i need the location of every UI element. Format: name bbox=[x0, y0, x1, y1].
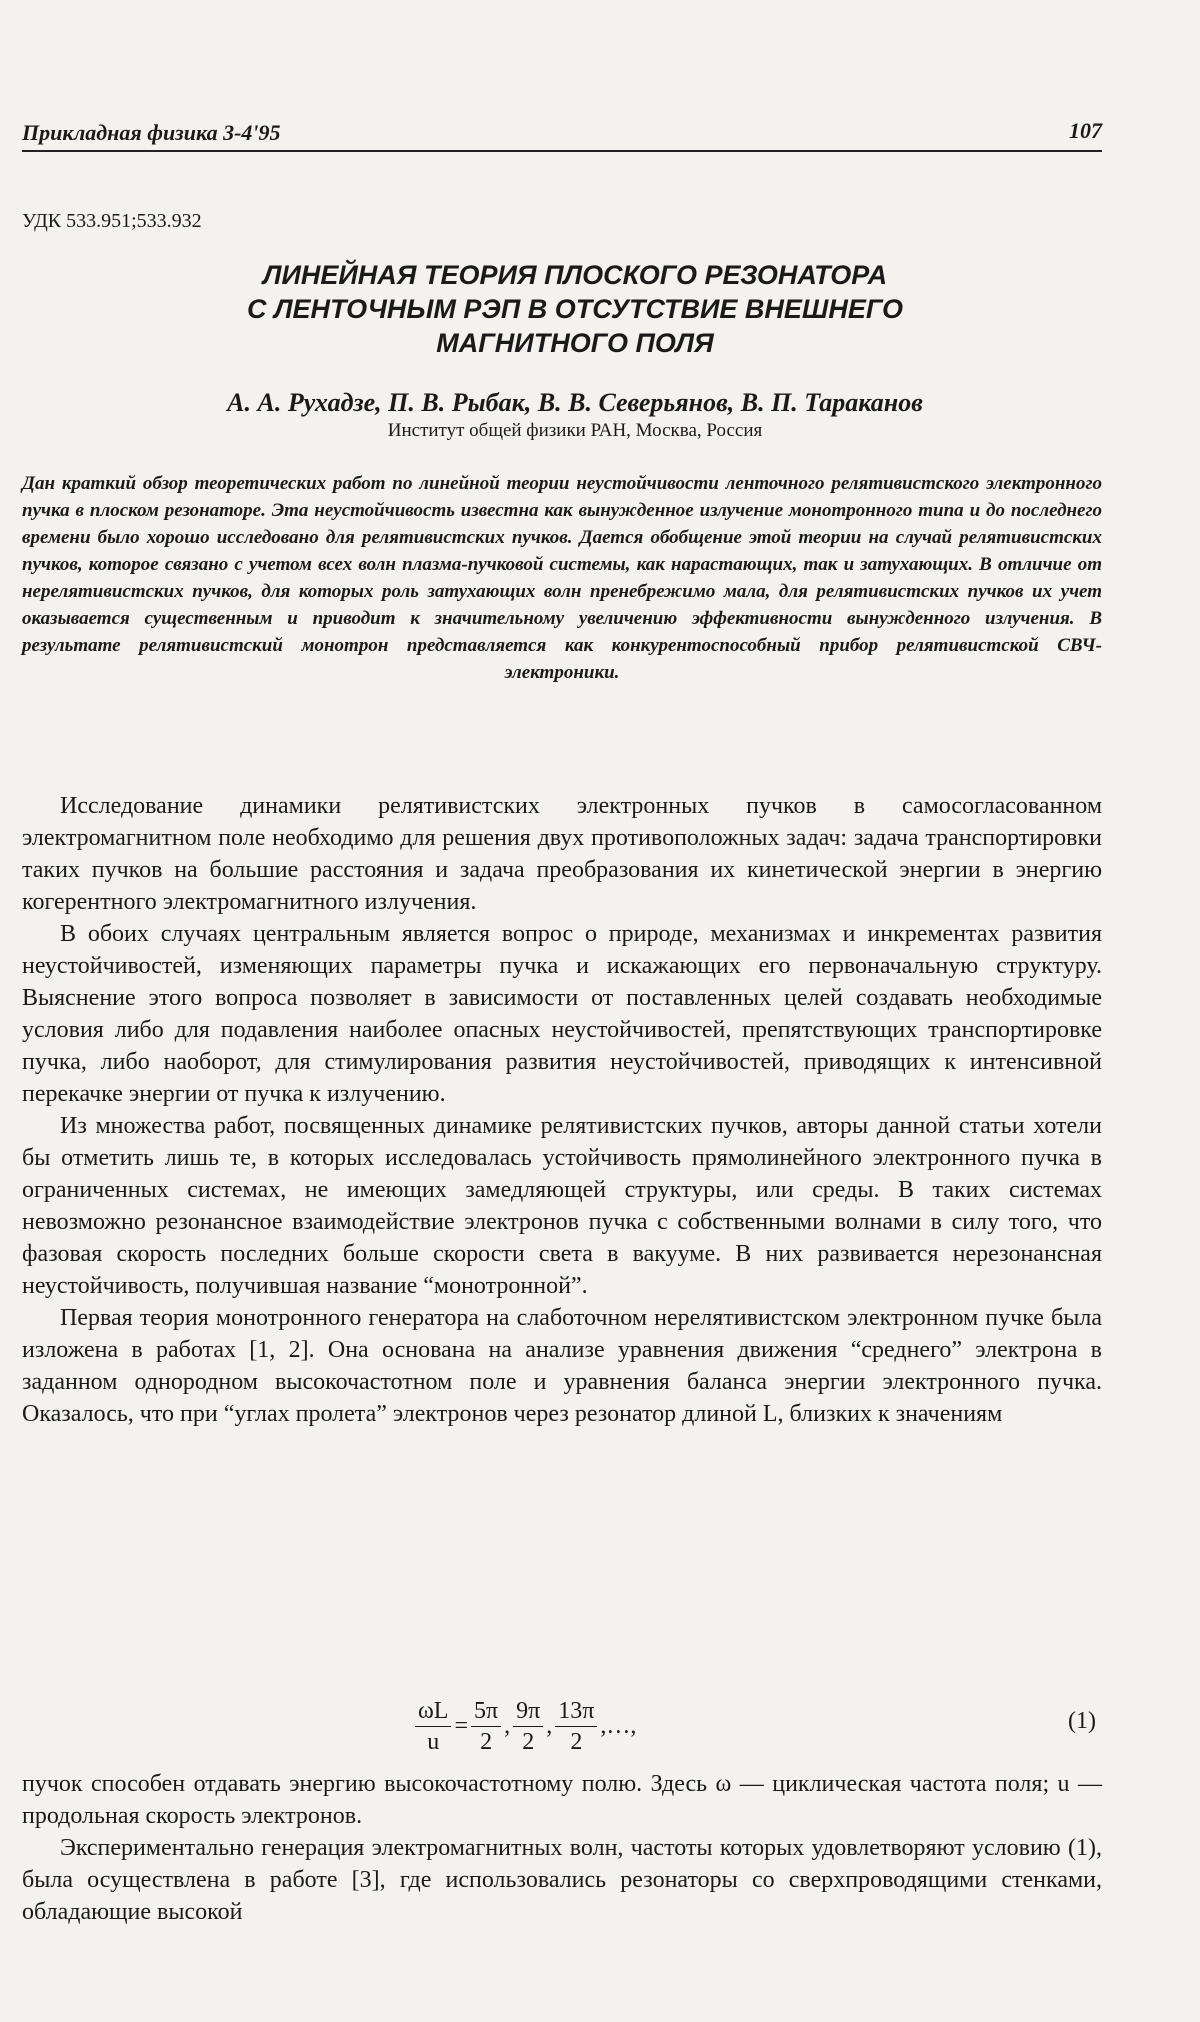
authors: А. А. Рухадзе, П. В. Рыбак, В. В. Северьянов, В. П. Тараканов bbox=[227, 388, 923, 417]
fraction-lhs bbox=[415, 1696, 451, 1757]
fraction-term bbox=[513, 1696, 543, 1757]
title-line-1: ЛИНЕЙНАЯ ТЕОРИЯ ПЛОСКОГО РЕЗОНАТОРА bbox=[262, 260, 888, 290]
body-text bbox=[22, 790, 1102, 1430]
equation-tail: ,…, bbox=[600, 1712, 637, 1739]
page-number: 107 bbox=[1069, 118, 1102, 143]
separator: , bbox=[504, 1712, 511, 1739]
fraction-numerator: 5π bbox=[471, 1696, 501, 1727]
fraction-denominator: 2 bbox=[522, 1728, 535, 1755]
equation-number: (1) bbox=[1068, 1708, 1096, 1734]
title-line-3: МАГНИТНОГО ПОЛЯ bbox=[436, 328, 714, 358]
fraction-numerator: ωL bbox=[415, 1696, 451, 1727]
abstract: Дан краткий обзор теоретических работ по линейной теории неустойчивости ленточного релятивистского электронного пучка в плоском резонаторе. Эта неустойчивость известна как вынужденное излучение монотронного типа и до последнего времени было хорошо исследовано для релятивистских пучков. Дается обобщение этой теории на случай релятивистских пучков, которое связано с учетом всех волн плазма-пучковой системы, как нарастающих, так и затухающих. В отличие от нерелятивистских пучков, для которых роль затухающих волн пренебрежимо мала, для релятивистских пучков их учет оказывается существенным и приводит к значительному увеличению эффективности вынужденного излучения. В результате релятивистский монотрон представляется как конкурентоспособный прибор релятивистской СВЧ-электроники. bbox=[22, 473, 1102, 683]
fraction-numerator: 9π bbox=[513, 1696, 543, 1727]
institute: Институт общей физики РАН, Москва, Россия bbox=[387, 420, 763, 441]
paragraph: пучок способен отдавать энергию высокочастотному полю. Здесь ω — циклическая частота поля; u — продольная скорость электронов. bbox=[22, 1771, 1102, 1829]
equation-1 bbox=[22, 1690, 1102, 1762]
fraction-term bbox=[471, 1696, 501, 1757]
separator: , bbox=[546, 1712, 553, 1739]
fraction-denominator: u bbox=[427, 1728, 440, 1755]
paragraph: Экспериментально генерация электромагнитных волн, частоты которых удовлетворяют условию (1), была осуществлена в работе [3], где использовались резонаторы со сверхпроводящими стенками, обладающие высокой bbox=[22, 1835, 1102, 1925]
equals-sign: = bbox=[454, 1712, 469, 1739]
fraction-denominator: 2 bbox=[570, 1728, 583, 1755]
fraction-term bbox=[555, 1696, 597, 1757]
fraction-numerator: 13π bbox=[555, 1696, 597, 1727]
running-header bbox=[22, 112, 1102, 152]
udk-code: УДК 533.951;533.932 bbox=[22, 210, 202, 232]
fraction-denominator: 2 bbox=[480, 1728, 493, 1755]
body-text-continued bbox=[22, 1768, 1102, 1928]
title-line-2: С ЛЕНТОЧНЫМ РЭП В ОТСУТСТВИЕ ВНЕШНЕГО bbox=[246, 294, 904, 324]
article-title bbox=[100, 258, 1050, 360]
paragraph: В обоих случаях центральным является вопрос о природе, механизмах и инкрементах развития неустойчивостей, изменяющих параметры пучка и искажающих его первоначальную структуру. Выяснение этого вопроса позволяет в зависимости от поставленных целей создавать необходимые условия либо для подавления наиболее опасных неустойчивостей, препятствующих транспортировке пучка, либо наоборот, для стимулирования развития неустойчивостей, приводящих к интенсивной перекачке энергии от пучка к излучению. bbox=[22, 921, 1102, 1107]
paragraph: Из множества работ, посвященных динамике релятивистских пучков, авторы данной статьи хотели бы отметить лишь те, в которых исследовалась устойчивость прямолинейного электронного пучка в ограниченных системах, не имеющих замедляющей структуры, или среды. В таких системах невозможно резонансное взаимодействие электронов пучка с собственными волнами в силу того, что фазовая скорость последних больше скорости света в вакууме. В них развивается нерезонансная неустойчивость, получившая название “монотронной”. bbox=[22, 1113, 1102, 1299]
equation-body bbox=[412, 1690, 636, 1762]
journal-name: Прикладная физика 3-4'95 bbox=[22, 120, 281, 145]
paragraph: Исследование динамики релятивистских электронных пучков в самосогласованном электромагнитном поле необходимо для решения двух противоположных задач: задача транспортировки таких пучков на большие расстояния и задача преобразования их кинетической энергии в энергию когерентного электромагнитного излучения. bbox=[22, 793, 1102, 915]
paragraph: Первая теория монотронного генератора на слаботочном нерелятивистском электронном пучке была изложена в работах [1, 2]. Она основана на анализе уравнения движения “среднего” электрона в заданном однородном высокочастотном поле и уравнения баланса энергии электронного пучка. Оказалось, что при “углах пролета” электронов через резонатор длиной L, близких к значениям bbox=[22, 1305, 1102, 1427]
